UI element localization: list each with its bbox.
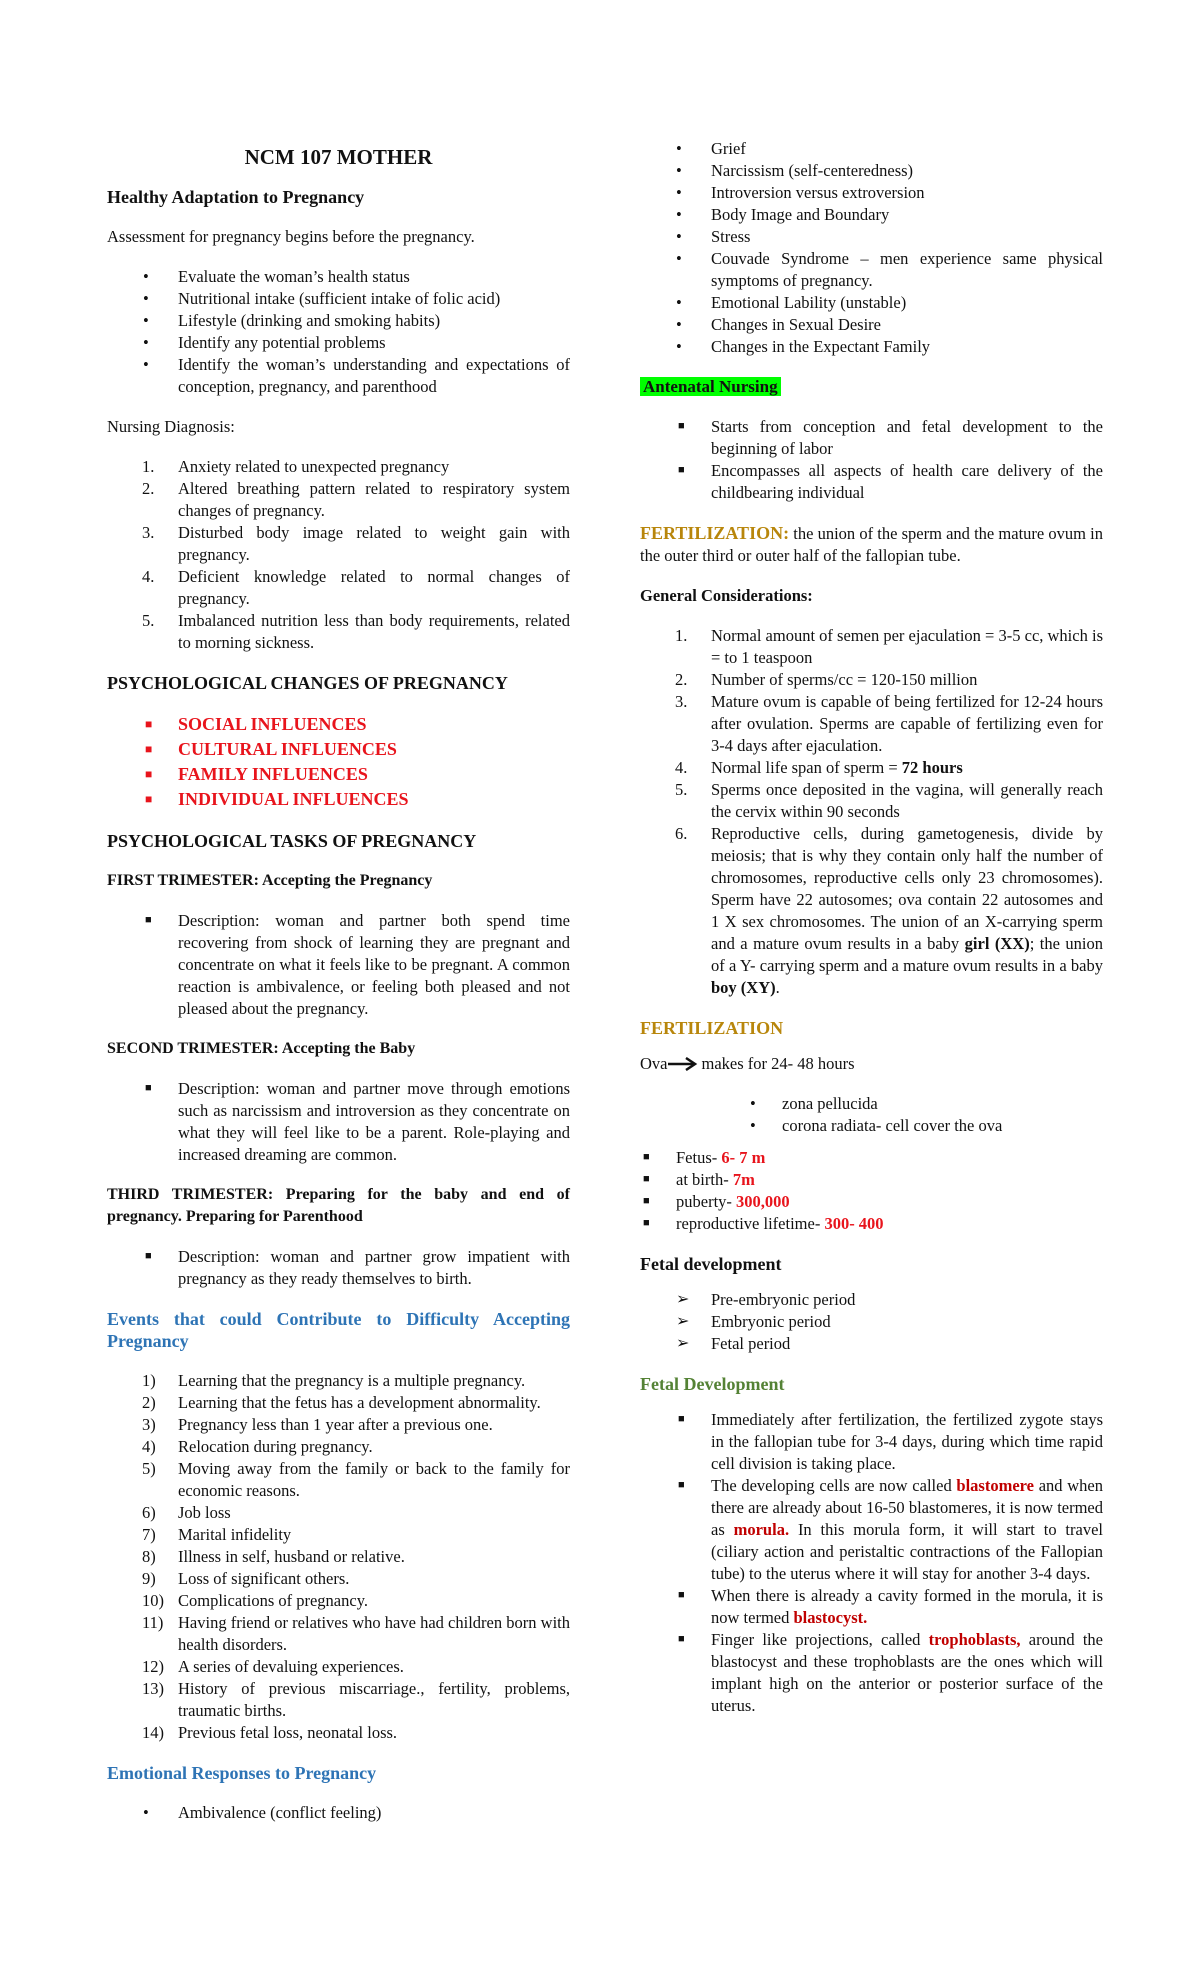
list-item: • Nutritional intake (sufficient intake of folic acid) (143, 289, 501, 308)
heading-healthy-adaptation: Healthy Adaptation to Pregnancy (107, 187, 365, 207)
fertilization-heading: FERTILIZATION (640, 1018, 784, 1038)
first-trimester-heading: FIRST TRIMESTER: Accepting the Pregnancy (107, 872, 433, 889)
square-bullet-icon: ■ (678, 1633, 685, 1645)
general-considerations-heading: General Considerations: (640, 586, 813, 605)
square-bullet-icon: ■ (643, 1217, 650, 1229)
bullet-icon: • (143, 267, 149, 286)
list-item: ■ Immediately after fertilization, the fertilized zygote stays in the fallopian tube for 3-4 days, during which time rapid cell division is taking place. (678, 1410, 1103, 1473)
square-bullet-icon: ■ (678, 1479, 685, 1491)
fetal-development-list (640, 1409, 1103, 1717)
bullet-icon: • (676, 293, 682, 312)
list-item: ■ Description: woman and partner move through emotions such as narcissism and introversion as they concentrate on what they will feel like to be a parent. Role-playing and increased dreaming are common. (145, 1079, 570, 1164)
influences-list (107, 712, 570, 812)
list-item: 3. Disturbed body image related to weight gain with pregnancy. (142, 523, 570, 564)
list-item: • corona radiata- cell cover the ova (750, 1116, 1003, 1135)
list-item: ■ reproductive lifetime- 300- 400 (643, 1214, 884, 1233)
list-item: 12) A series of devaluing experiences. (142, 1657, 404, 1676)
list-item: ■ Encompasses all aspects of health care delivery of the childbearing individual (678, 461, 1103, 502)
list-item: • Ambivalence (conflict feeling) (143, 1803, 382, 1822)
list-item: 2) Learning that the fetus has a development abnormality. (142, 1393, 541, 1412)
assessment-list (107, 266, 570, 398)
square-bullet-icon: ■ (145, 742, 153, 756)
list-item: • Evaluate the woman’s health status (143, 267, 410, 286)
list-item: ■ CULTURAL INFLUENCES (107, 737, 570, 762)
emotional-list-continued (640, 138, 1103, 358)
list-item: 3. Mature ovum is capable of being fertilized for 12-24 hours after ovulation. Sperms are capable of fertilizing even for 3-4 days after ejaculation. (675, 692, 1103, 755)
bullet-icon: • (676, 205, 682, 224)
bullet-icon: • (143, 289, 149, 308)
bullet-icon: • (676, 337, 682, 356)
counts-list (605, 1147, 1103, 1235)
list-item: ■ Description: woman and partner both spend time recovering from shock of learning they are pregnant and concentrate on what it feels like to be pregnant. A common reaction is ambivalence, or feeling both pleased and not pleased about the pregnancy. (145, 911, 570, 1018)
fertilization-definition: FERTILIZATION: the union of the sperm and the mature ovum in the outer third or outer half of the fallopian tube. (640, 523, 1103, 565)
square-bullet-icon: ■ (678, 1589, 685, 1601)
list-item: 2. Altered breathing pattern related to respiratory system changes of pregnancy. (142, 479, 570, 520)
square-bullet-icon: ■ (145, 717, 153, 731)
third-trimester-heading: THIRD TRIMESTER: Preparing for the baby and end of pregnancy. Preparing for Parenthood (107, 1186, 570, 1225)
list-item: 10) Complications of pregnancy. (142, 1591, 369, 1610)
list-item: • Grief (676, 139, 746, 158)
list-item: 5. Sperms once deposited in the vagina, will generally reach the cervix within 90 seconds (675, 780, 1103, 821)
square-bullet-icon: ■ (678, 420, 685, 432)
bullet-icon: • (676, 249, 682, 268)
list-item: • Changes in Sexual Desire (676, 315, 882, 334)
nursing-diagnosis-label: Nursing Diagnosis: (107, 417, 235, 436)
list-item: ■ The developing cells are now called blastomere and when there are already about 16-50 blastomeres, it is now termed as morula. In this morula form, it will start to travel (ciliary action and peristaltic contractions of the Fallopian tube) to the uterus where it will stay for another 3-4 days. (678, 1476, 1103, 1583)
list-item: ➢ Pre-embryonic period (676, 1290, 856, 1309)
bullet-icon: • (676, 183, 682, 202)
list-item: ■ puberty- 300,000 (643, 1192, 790, 1211)
antenatal-list (640, 416, 1103, 504)
list-item: 8) Illness in self, husband or relative. (142, 1547, 405, 1566)
list-item: 5. Imbalanced nutrition less than body requirements, related to morning sickness. (142, 611, 570, 652)
ova-line: Ova makes for 24- 48 hours (640, 1054, 855, 1073)
list-item: 1. Normal amount of semen per ejaculation = 3-5 cc, which is = to 1 teaspoon (675, 626, 1103, 667)
bullet-icon: • (676, 161, 682, 180)
right-column (640, 138, 1103, 1735)
square-bullet-icon: ■ (145, 914, 152, 926)
list-item: • Emotional Lability (unstable) (676, 293, 907, 312)
list-item: 2. Number of sperms/cc = 120-150 million (675, 670, 978, 689)
list-item: 6) Job loss (142, 1503, 231, 1522)
list-item: 11) Having friend or relatives who have had children born with health disorders. (142, 1613, 570, 1654)
bullet-icon: • (676, 139, 682, 158)
list-item: ■ at birth- 7m (643, 1170, 755, 1189)
list-item: ■ Finger like projections, called trophoblasts, around the blastocyst and these trophoblasts are the ones which will implant high on the anterior or posterior surface of the uterus. (678, 1630, 1103, 1715)
list-item: ■ FAMILY INFLUENCES (107, 762, 570, 787)
diagnosis-list (107, 456, 570, 654)
list-item: ■ When there is already a cavity formed in the morula, it is now termed blastocyst. (678, 1586, 1103, 1627)
list-item: 13) History of previous miscarriage., fertility, problems, traumatic births. (142, 1679, 570, 1720)
list-item: 4. Normal life span of sperm = 72 hours (675, 758, 963, 777)
square-bullet-icon: ■ (643, 1173, 650, 1185)
square-bullet-icon: ■ (643, 1151, 650, 1163)
list-item: • Narcissism (self-centeredness) (676, 161, 914, 180)
document-title: NCM 107 MOTHER (244, 145, 433, 169)
bullet-icon: • (143, 355, 149, 374)
list-item: ■ SOCIAL INFLUENCES (107, 712, 570, 737)
bullet-icon: • (676, 315, 682, 334)
square-bullet-icon: ■ (145, 1250, 152, 1262)
third-trimester-list (107, 1246, 570, 1290)
first-trimester-list (107, 910, 570, 1020)
second-trimester-list (107, 1078, 570, 1166)
list-item: • Couvade Syndrome – men experience same physical symptoms of pregnancy. (676, 249, 1103, 290)
list-item: 4) Relocation during pregnancy. (142, 1437, 373, 1456)
emotional-list-start (107, 1802, 570, 1824)
fetal-development-heading-2: Fetal Development (640, 1374, 785, 1394)
list-item: ➢ Fetal period (676, 1334, 791, 1353)
square-bullet-icon: ■ (643, 1195, 650, 1207)
square-bullet-icon: ■ (145, 767, 153, 781)
list-item: 3) Pregnancy less than 1 year after a previous one. (142, 1415, 493, 1434)
list-item: 4. Deficient knowledge related to normal changes of pregnancy. (142, 567, 570, 608)
list-item: 7) Marital infidelity (142, 1525, 292, 1544)
list-item: • Stress (676, 227, 751, 246)
list-item: 1) Learning that the pregnancy is a multiple pregnancy. (142, 1371, 526, 1390)
arrow-bullet-icon: ➢ (676, 1313, 690, 1330)
fetal-development-heading: Fetal development (640, 1254, 782, 1274)
heading-psych-changes: PSYCHOLOGICAL CHANGES OF PREGNANCY (107, 673, 508, 693)
heading-events: Events that could Contribute to Difficulty Accepting Pregnancy (107, 1309, 570, 1351)
arrow-bullet-icon: ➢ (676, 1335, 690, 1352)
list-item: • Identify the woman’s understanding and expectations of conception, pregnancy, and parenthood (143, 355, 570, 396)
list-item: 1. Anxiety related to unexpected pregnancy (142, 457, 450, 476)
intro-paragraph: Assessment for pregnancy begins before the pregnancy. (107, 227, 475, 246)
bullet-icon: • (750, 1094, 756, 1113)
bullet-icon: • (676, 227, 682, 246)
list-item: • Changes in the Expectant Family (676, 337, 931, 356)
second-trimester-heading: SECOND TRIMESTER: Accepting the Baby (107, 1040, 416, 1057)
list-item: 5) Moving away from the family or back to the family for economic reasons. (142, 1459, 570, 1500)
list-item: 14) Previous fetal loss, neonatal loss. (142, 1723, 398, 1742)
list-item: • Body Image and Boundary (676, 205, 890, 224)
fertilization-label: FERTILIZATION: (640, 523, 790, 543)
list-item: 9) Loss of significant others. (142, 1569, 350, 1588)
square-bullet-icon: ■ (145, 792, 153, 806)
arrow-bullet-icon: ➢ (676, 1291, 690, 1308)
periods-list (640, 1289, 1103, 1355)
events-list (107, 1370, 570, 1744)
list-item: ■ INDIVIDUAL INFLUENCES (107, 787, 570, 812)
list-item: ■ Fetus- 6- 7 m (643, 1148, 766, 1167)
square-bullet-icon: ■ (145, 1082, 152, 1094)
bullet-icon: • (143, 1803, 149, 1822)
list-item: • zona pellucida (750, 1094, 878, 1113)
antenatal-heading: Antenatal Nursing (640, 377, 781, 396)
bullet-icon: • (750, 1116, 756, 1135)
left-column (107, 138, 570, 1842)
considerations-list (640, 625, 1103, 999)
bullet-icon: • (143, 311, 149, 330)
list-item: • Introversion versus extroversion (676, 183, 925, 202)
list-item: • Identify any potential problems (143, 333, 386, 352)
bullet-icon: • (143, 333, 149, 352)
list-item: ➢ Embryonic period (676, 1312, 831, 1331)
list-item: • Lifestyle (drinking and smoking habits) (143, 311, 441, 330)
list-item: ■ Description: woman and partner grow impatient with pregnancy as they ready themselves to birth. (145, 1247, 570, 1288)
list-item: 6. Reproductive cells, during gametogenesis, divide by meiosis; that is why they contain only half the number of chromosomes, reproductive cells only 23 chromosomes). Sperm have 22 autosomes; ova contain 22 autosomes and 1 X sex chromosomes. The union of an X-carrying sperm and a mature ovum results in a baby girl (XX); the union of a Y- carrying sperm and a mature ovum results in a baby boy (XY). (675, 824, 1103, 997)
heading-emotional: Emotional Responses to Pregnancy (107, 1763, 377, 1783)
square-bullet-icon: ■ (678, 464, 685, 476)
square-bullet-icon: ■ (678, 1413, 685, 1425)
list-item: ■ Starts from conception and fetal development to the beginning of labor (678, 417, 1103, 458)
ova-list (640, 1093, 1103, 1137)
arrow-right-icon (668, 1057, 698, 1071)
heading-psych-tasks: PSYCHOLOGICAL TASKS OF PREGNANCY (107, 831, 477, 851)
